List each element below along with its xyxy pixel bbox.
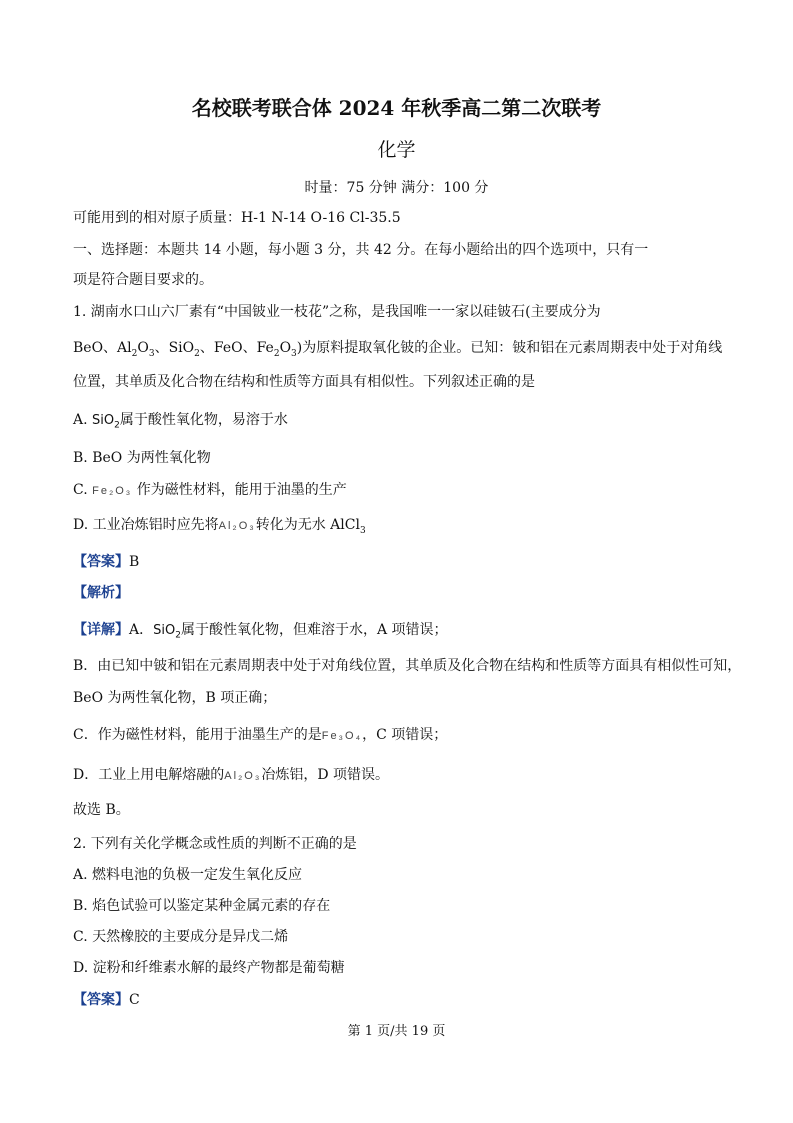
q1-analysis-tag: 【解析】 bbox=[73, 585, 129, 601]
q2-answer: 【答案】C bbox=[73, 992, 140, 1008]
page-footer: 第 1 页/共 19 页 bbox=[347, 1024, 446, 1039]
q1-detail-d: D．工业上用电解熔融的Al₂O₃冶炼铝，D 项错误。 bbox=[73, 767, 390, 783]
q1-option-a: A. SiO$_2$属于酸性氧化物，易溶于水 bbox=[73, 412, 288, 431]
q2-option-d: D. 淀粉和纤维素水解的最终产物都是葡萄糖 bbox=[73, 960, 345, 976]
subject-title: 化学 bbox=[377, 139, 416, 161]
q1-option-b: B. BeO 为两性氧化物 bbox=[73, 450, 211, 466]
q1-option-d-formula: Al₂O₃ bbox=[218, 520, 256, 532]
q1-option-c: C. Fe₂O₃ 作为磁性材料，能用于油墨的生产 bbox=[73, 482, 347, 498]
q1-detail-a-formula: SiO$_2$ bbox=[153, 623, 181, 641]
detail-tag: 【详解】 bbox=[73, 622, 129, 638]
q1-detail-c-formula: Fe₃O₄ bbox=[321, 730, 363, 742]
q1-option-a-formula: SiO$_2$ bbox=[92, 413, 120, 431]
q1-stem-line-2: BeO、$Al_2O_3$、SiO$_2$、FeO、$Fe_2O_3$)为原料提取氧化铍的企业。已知：铍和铝在元素周期表中处于对角线 bbox=[73, 340, 723, 359]
q1-detail-b-line-1: B．由已知中铍和铝在元素周期表中处于对角线位置，其单质及化合物在结构和性质等方面具有相似性可知， bbox=[73, 658, 742, 674]
q2-option-b: B. 焰色试验可以鉴定某种金属元素的存在 bbox=[73, 898, 331, 914]
section-intro-line-1: 一、选择题：本题共 14 小题，每小题 3 分，共 42 分。在每小题给出的四个选项中，只有一 bbox=[73, 242, 649, 258]
q1-answer: 【答案】B bbox=[73, 554, 140, 570]
answer-tag: 【答案】 bbox=[73, 992, 129, 1008]
page-title: 名校联考联合体 2024 年秋季高二第二次联考 bbox=[191, 96, 602, 120]
q2-option-c: C. 天然橡胶的主要成分是异戊二烯 bbox=[73, 929, 289, 945]
q1-conclusion: 故选 B。 bbox=[73, 802, 130, 818]
exam-meta: 时量：75 分钟 满分：100 分 bbox=[304, 180, 489, 196]
q2-stem: 2. 下列有关化学概念或性质的判断不正确的是 bbox=[73, 836, 357, 852]
q1-stem-line-3: 位置，其单质及化合物在结构和性质等方面具有相似性。下列叙述正确的是 bbox=[73, 374, 535, 390]
q1-formula-list: BeO、$Al_2O_3$、SiO$_2$、FeO、$Fe_2O_3$ bbox=[73, 340, 297, 359]
q1-stem-line-1: 1. 湖南水口山六厂素有“中国铍业一枝花”之称，是我国唯一一家以硅铍石(主要成分为 bbox=[73, 304, 601, 320]
atomic-mass-note: 可能用到的相对原子质量：H-1 N-14 O-16 Cl-35.5 bbox=[73, 210, 401, 226]
q2-option-a: A. 燃料电池的负极一定发生氧化反应 bbox=[73, 867, 303, 883]
section-intro-line-2: 项是符合题目要求的。 bbox=[73, 272, 213, 288]
q1-option-c-formula: Fe₂O₃ bbox=[92, 485, 133, 497]
q1-detail-a: 【详解】A．SiO$_2$属于酸性氧化物，但难溶于水，A 项错误； bbox=[73, 622, 448, 641]
q1-detail-c: C．作为磁性材料，能用于油墨生产的是Fe₃O₄，C 项错误； bbox=[73, 727, 448, 743]
q1-option-d: D. 工业冶炼铝时应先将Al₂O₃转化为无水 AlCl$_3$ bbox=[73, 517, 366, 536]
q1-detail-b-line-2: BeO 为两性氧化物，B 项正确； bbox=[73, 690, 277, 706]
q1-detail-d-formula: Al₂O₃ bbox=[224, 770, 262, 782]
answer-tag: 【答案】 bbox=[73, 554, 129, 570]
